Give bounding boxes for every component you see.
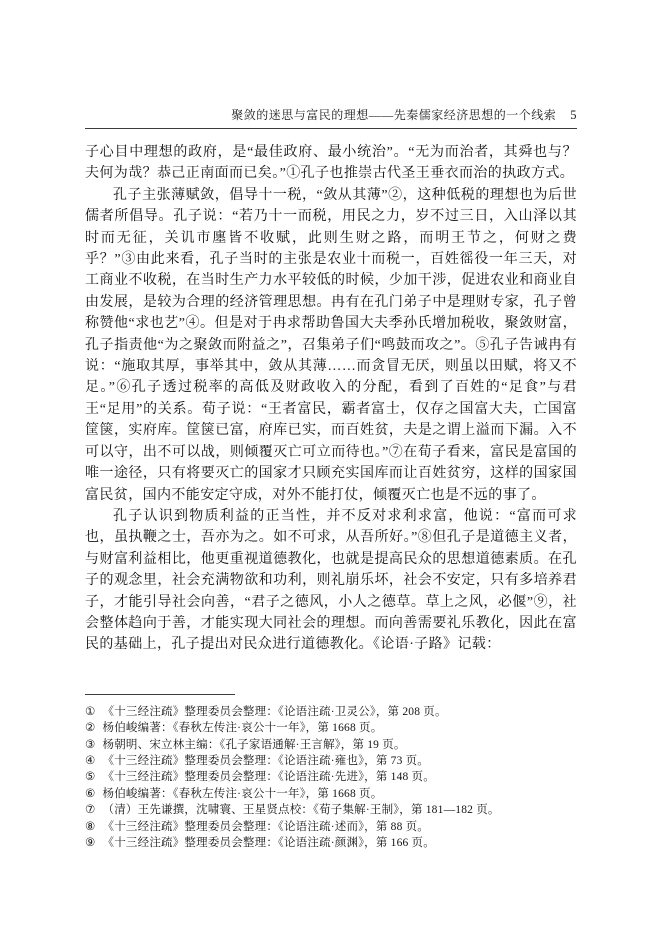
body-paragraph-3: 孔子认识到物质利益的正当性，并不反对求利求富，他说：“富而可求也，虽执鞭之士，吾亦为之。如不可求，从吾所好。”⑧但孔子是道德主义者，与财富利益相比，他更重视道德教化，也就是提高民众的思想道德素质。在孔子的观念里，社会充满物欲和功利，则礼崩乐坏，社会不安定，只有多培养君子，才能引导社会向善，“君子之德风，小人之德草。草上之风，必偃”⑨，社会整体趋向于善，才能实现大同社会的理想。而向善需要礼乐教化，因此在富民的基础上，孔子提出对民众进行道德教化。《论语·子路》记载：	[85, 508, 577, 653]
body-paragraph-2: 孔子主张薄赋敛，倡导十一税，“敛从其薄”②，这种低税的理想也为后世儒者所倡导。孔子说：“若乃十一而税，用民之力，岁不过三日，入山泽以其时而无征，关讥市廛皆不收赋，此则生财之路，而明王节之，何财之费乎？”③由此来看，孔子当时的主张是农业十而税一，百姓徭役一年三天，对工商业不收税，在当时生产力水平较低的时候，少加干涉，促进农业和商业自由发展，是较为合理的经济管理思想。冉有在孔门弟子中是理财专家，孔子曾称赞他“求也艺”④。但是对于冉求帮助鲁国大夫季孙氏增加税收，聚敛财富，孔子指责他“为之聚敛而附益之”，召集弟子们“鸣鼓而攻之”。⑤孔子告诫冉有说：“施取其厚，事举其中，敛从其薄……而贪冒无厌，则虽以田赋，将又不足。”⑥孔子透过税率的高低及财政收入的分配，看到了百姓的“足食”与君王“足用”的关系。荀子说：“王者富民，霸者富士，仅存之国富大夫，亡国富筐箧，实府库。筐箧已富，府库已实，而百姓贫，夫是之谓上溢而下漏。入不可以守，出不可以战，则倾覆灭亡可立而待也。”⑦在荀子看来，富民是富国的唯一途径，只有将要灭亡的国家才只顾充实国库而让百姓贫穷，这样的国家国富民贫，国内不能安定守成，对外不能打仗，倾覆灭亡也是不远的事了。	[85, 187, 577, 503]
footnote-text: 《十三经注疏》整理委员会整理：《论语注疏·述而》，第 88 页。	[102, 820, 429, 833]
footnote-text: （清）王先谦撰，沈啸寰、王星贤点校：《荀子集解·王制》，第 181—182 页。	[102, 804, 500, 817]
footnote-5	[85, 769, 577, 785]
footnote-7	[85, 802, 577, 818]
footnote-marker: ⑤	[85, 771, 96, 784]
footnote-text: 《十三经注疏》整理委员会整理：《论语注疏·雍也》，第 73 页。	[102, 754, 429, 767]
footnote-3	[85, 737, 577, 753]
footnote-marker: ⑨	[85, 837, 96, 849]
footnote-4	[85, 753, 577, 769]
footnote-text: 《十三经注疏》整理委员会整理：《论语注疏·颜渊》，第 166 页。	[102, 837, 435, 849]
body-paragraph-1: 子心目中理想的政府，是“最佳政府、最小统治”。“无为而治者，其舜也与？夫何为哉？恭己正南面而已矣。”①孔子也推崇古代圣王垂衣而治的执政方式。	[85, 145, 577, 182]
footnote-8	[85, 819, 577, 835]
footnote-marker: ⑧	[85, 820, 96, 833]
footnote-9	[85, 835, 577, 851]
footnote-text: 《十三经注疏》整理委员会整理：《论语注疏·卫灵公》，第 208 页。	[102, 705, 447, 718]
footnote-marker: ②	[85, 722, 96, 735]
footnotes-section	[85, 704, 577, 852]
footnote-marker: ①	[85, 705, 96, 718]
footnote-marker: ③	[85, 738, 96, 751]
footnote-1	[85, 704, 577, 720]
running-header	[85, 106, 577, 129]
footnote-6	[85, 786, 577, 802]
page-number: 5	[570, 108, 577, 122]
footnote-marker: ⑥	[85, 787, 96, 800]
footnote-marker: ④	[85, 754, 96, 767]
footnote-2	[85, 720, 577, 736]
footnote-separator	[85, 694, 235, 695]
footnote-text: 杨伯峻编著：《春秋左传注·哀公十一年》，第 1668 页。	[102, 722, 383, 735]
footnote-text: 《十三经注疏》整理委员会整理：《论语注疏·先进》，第 148 页。	[102, 771, 435, 784]
footnote-marker: ⑦	[85, 804, 96, 817]
running-title: 聚敛的迷思与富民的理想——先秦儒家经济思想的一个线索	[231, 108, 557, 122]
footnote-text: 杨伯峻编著：《春秋左传注·哀公十一年》，第 1668 页。	[102, 787, 383, 800]
footnote-text: 杨朝明、宋立林主编：《孔子家语通解·王言解》，第 19 页。	[102, 738, 406, 751]
body-text	[85, 142, 577, 656]
